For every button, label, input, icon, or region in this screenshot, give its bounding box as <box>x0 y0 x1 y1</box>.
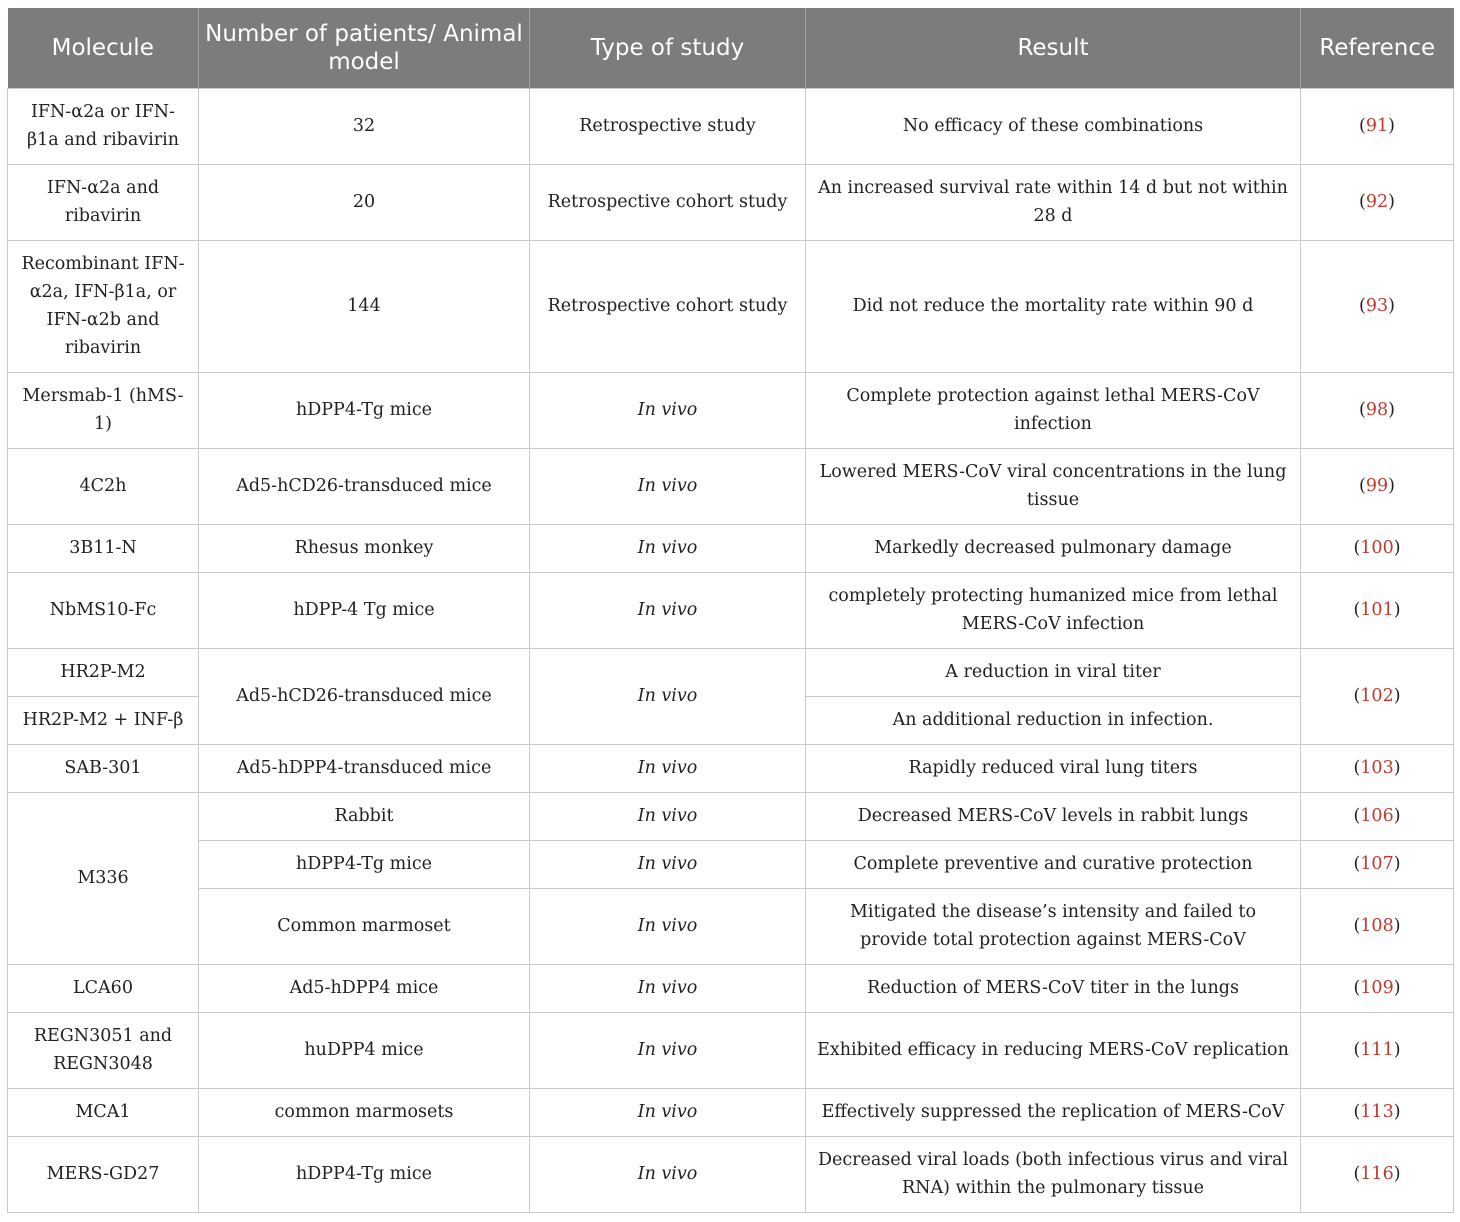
table-row <box>8 964 1454 1012</box>
reference-link[interactable]: 113 <box>1360 1102 1394 1122</box>
cell-result: No efficacy of these combinations <box>806 88 1301 164</box>
table-row <box>8 524 1454 572</box>
cell-result: Markedly decreased pulmonary damage <box>806 524 1301 572</box>
reference-link[interactable]: 101 <box>1360 600 1394 620</box>
cell-reference: (111) <box>1301 1012 1454 1088</box>
cell-study: In vivo <box>530 744 806 792</box>
cell-reference: (91) <box>1301 88 1454 164</box>
header-reference: Reference <box>1301 8 1454 88</box>
cell-result: Did not reduce the mortality rate within 90 d <box>806 240 1301 372</box>
cell-study: Retrospective cohort study <box>530 240 806 372</box>
cell-molecule: SAB-301 <box>8 744 199 792</box>
cell-result: Decreased MERS-CoV levels in rabbit lungs <box>806 792 1301 840</box>
cell-reference: (116) <box>1301 1136 1454 1212</box>
table-container <box>7 8 1453 1213</box>
table-row <box>8 888 1454 964</box>
header-molecule: Molecule <box>8 8 199 88</box>
data-table <box>7 8 1454 1213</box>
cell-model: Ad5-hCD26-transduced mice <box>199 648 530 744</box>
cell-molecule: M336 <box>8 792 199 964</box>
table-row <box>8 572 1454 648</box>
cell-study: Retrospective study <box>530 88 806 164</box>
cell-reference: (113) <box>1301 1088 1454 1136</box>
cell-model: common marmosets <box>199 1088 530 1136</box>
reference-link[interactable]: 108 <box>1360 916 1394 936</box>
table-row <box>8 744 1454 792</box>
cell-molecule: HR2P-M2 <box>8 648 199 696</box>
table-row <box>8 840 1454 888</box>
reference-link[interactable]: 102 <box>1360 686 1394 706</box>
cell-molecule: LCA60 <box>8 964 199 1012</box>
reference-link[interactable]: 93 <box>1365 296 1389 316</box>
cell-study: In vivo <box>530 572 806 648</box>
cell-molecule: Mersmab-1 (hMS-1) <box>8 372 199 448</box>
reference-link[interactable]: 109 <box>1360 978 1394 998</box>
cell-study: Retrospective cohort study <box>530 164 806 240</box>
table-row <box>8 164 1454 240</box>
reference-link[interactable]: 106 <box>1360 806 1394 826</box>
header-study-type: Type of study <box>530 8 806 88</box>
reference-link[interactable]: 99 <box>1365 476 1389 496</box>
cell-model: 20 <box>199 164 530 240</box>
cell-study: In vivo <box>530 372 806 448</box>
reference-link[interactable]: 98 <box>1365 400 1389 420</box>
cell-reference: (102) <box>1301 648 1454 744</box>
cell-model: Ad5-hCD26-transduced mice <box>199 448 530 524</box>
cell-model: Ad5-hDPP4-transduced mice <box>199 744 530 792</box>
cell-molecule: REGN3051 and REGN3048 <box>8 1012 199 1088</box>
cell-study: In vivo <box>530 648 806 744</box>
cell-molecule: NbMS10-Fc <box>8 572 199 648</box>
cell-model: Rhesus monkey <box>199 524 530 572</box>
cell-result: A reduction in viral titer <box>806 648 1301 696</box>
cell-reference: (108) <box>1301 888 1454 964</box>
header-row <box>8 8 1454 88</box>
cell-result: Exhibited efficacy in reducing MERS-CoV replication <box>806 1012 1301 1088</box>
cell-result: Complete protection against lethal MERS-CoV infection <box>806 372 1301 448</box>
cell-reference: (93) <box>1301 240 1454 372</box>
cell-study: In vivo <box>530 448 806 524</box>
cell-model: Rabbit <box>199 792 530 840</box>
cell-molecule: IFN-α2a and ribavirin <box>8 164 199 240</box>
cell-study: In vivo <box>530 1088 806 1136</box>
cell-result: An increased survival rate within 14 d but not within 28 d <box>806 164 1301 240</box>
cell-reference: (106) <box>1301 792 1454 840</box>
cell-model: huDPP4 mice <box>199 1012 530 1088</box>
cell-reference: (100) <box>1301 524 1454 572</box>
cell-study: In vivo <box>530 888 806 964</box>
table-row <box>8 1136 1454 1212</box>
cell-reference: (99) <box>1301 448 1454 524</box>
cell-result: Effectively suppressed the replication of MERS-CoV <box>806 1088 1301 1136</box>
cell-molecule: 3B11-N <box>8 524 199 572</box>
cell-model: hDPP4-Tg mice <box>199 372 530 448</box>
cell-result: Complete preventive and curative protection <box>806 840 1301 888</box>
reference-link[interactable]: 107 <box>1360 854 1394 874</box>
cell-result: Lowered MERS-CoV viral concentrations in the lung tissue <box>806 448 1301 524</box>
cell-study: In vivo <box>530 964 806 1012</box>
cell-model: hDPP4-Tg mice <box>199 840 530 888</box>
cell-result: completely protecting humanized mice from lethal MERS-CoV infection <box>806 572 1301 648</box>
cell-model: Ad5-hDPP4 mice <box>199 964 530 1012</box>
reference-link[interactable]: 100 <box>1360 538 1394 558</box>
cell-reference: (103) <box>1301 744 1454 792</box>
cell-model: hDPP4-Tg mice <box>199 1136 530 1212</box>
table-row <box>8 792 1454 840</box>
cell-reference: (92) <box>1301 164 1454 240</box>
cell-molecule: HR2P-M2 + INF-β <box>8 696 199 744</box>
table-row <box>8 1012 1454 1088</box>
cell-molecule: 4C2h <box>8 448 199 524</box>
cell-model: 32 <box>199 88 530 164</box>
cell-model: Common marmoset <box>199 888 530 964</box>
cell-result: Rapidly reduced viral lung titers <box>806 744 1301 792</box>
cell-study: In vivo <box>530 1012 806 1088</box>
cell-reference: (101) <box>1301 572 1454 648</box>
cell-molecule: Recombinant IFN-α2a, IFN-β1a, or IFN-α2b and ribavirin <box>8 240 199 372</box>
reference-link[interactable]: 103 <box>1360 758 1394 778</box>
header-result: Result <box>806 8 1301 88</box>
reference-link[interactable]: 92 <box>1365 192 1389 212</box>
cell-result: Mitigated the disease’s intensity and failed to provide total protection against MERS-CoV <box>806 888 1301 964</box>
table-row <box>8 88 1454 164</box>
cell-molecule: MERS-GD27 <box>8 1136 199 1212</box>
cell-reference: (109) <box>1301 964 1454 1012</box>
cell-reference: (107) <box>1301 840 1454 888</box>
table-row <box>8 448 1454 524</box>
cell-study: In vivo <box>530 840 806 888</box>
cell-molecule: IFN-α2a or IFN-β1a and ribavirin <box>8 88 199 164</box>
header-patients-model: Number of patients/ Animal model <box>199 8 530 88</box>
cell-result: Reduction of MERS-CoV titer in the lungs <box>806 964 1301 1012</box>
table-row <box>8 648 1454 696</box>
table-row <box>8 1088 1454 1136</box>
table-row <box>8 372 1454 448</box>
cell-molecule: MCA1 <box>8 1088 199 1136</box>
cell-study: In vivo <box>530 524 806 572</box>
cell-result: An additional reduction in infection. <box>806 696 1301 744</box>
reference-link[interactable]: 91 <box>1365 116 1389 136</box>
cell-study: In vivo <box>530 792 806 840</box>
table-row <box>8 240 1454 372</box>
cell-result: Decreased viral loads (both infectious virus and viral RNA) within the pulmonary tissue <box>806 1136 1301 1212</box>
cell-model: hDPP-4 Tg mice <box>199 572 530 648</box>
reference-link[interactable]: 116 <box>1360 1164 1394 1184</box>
reference-link[interactable]: 111 <box>1360 1040 1394 1060</box>
cell-reference: (98) <box>1301 372 1454 448</box>
cell-study: In vivo <box>530 1136 806 1212</box>
cell-model: 144 <box>199 240 530 372</box>
